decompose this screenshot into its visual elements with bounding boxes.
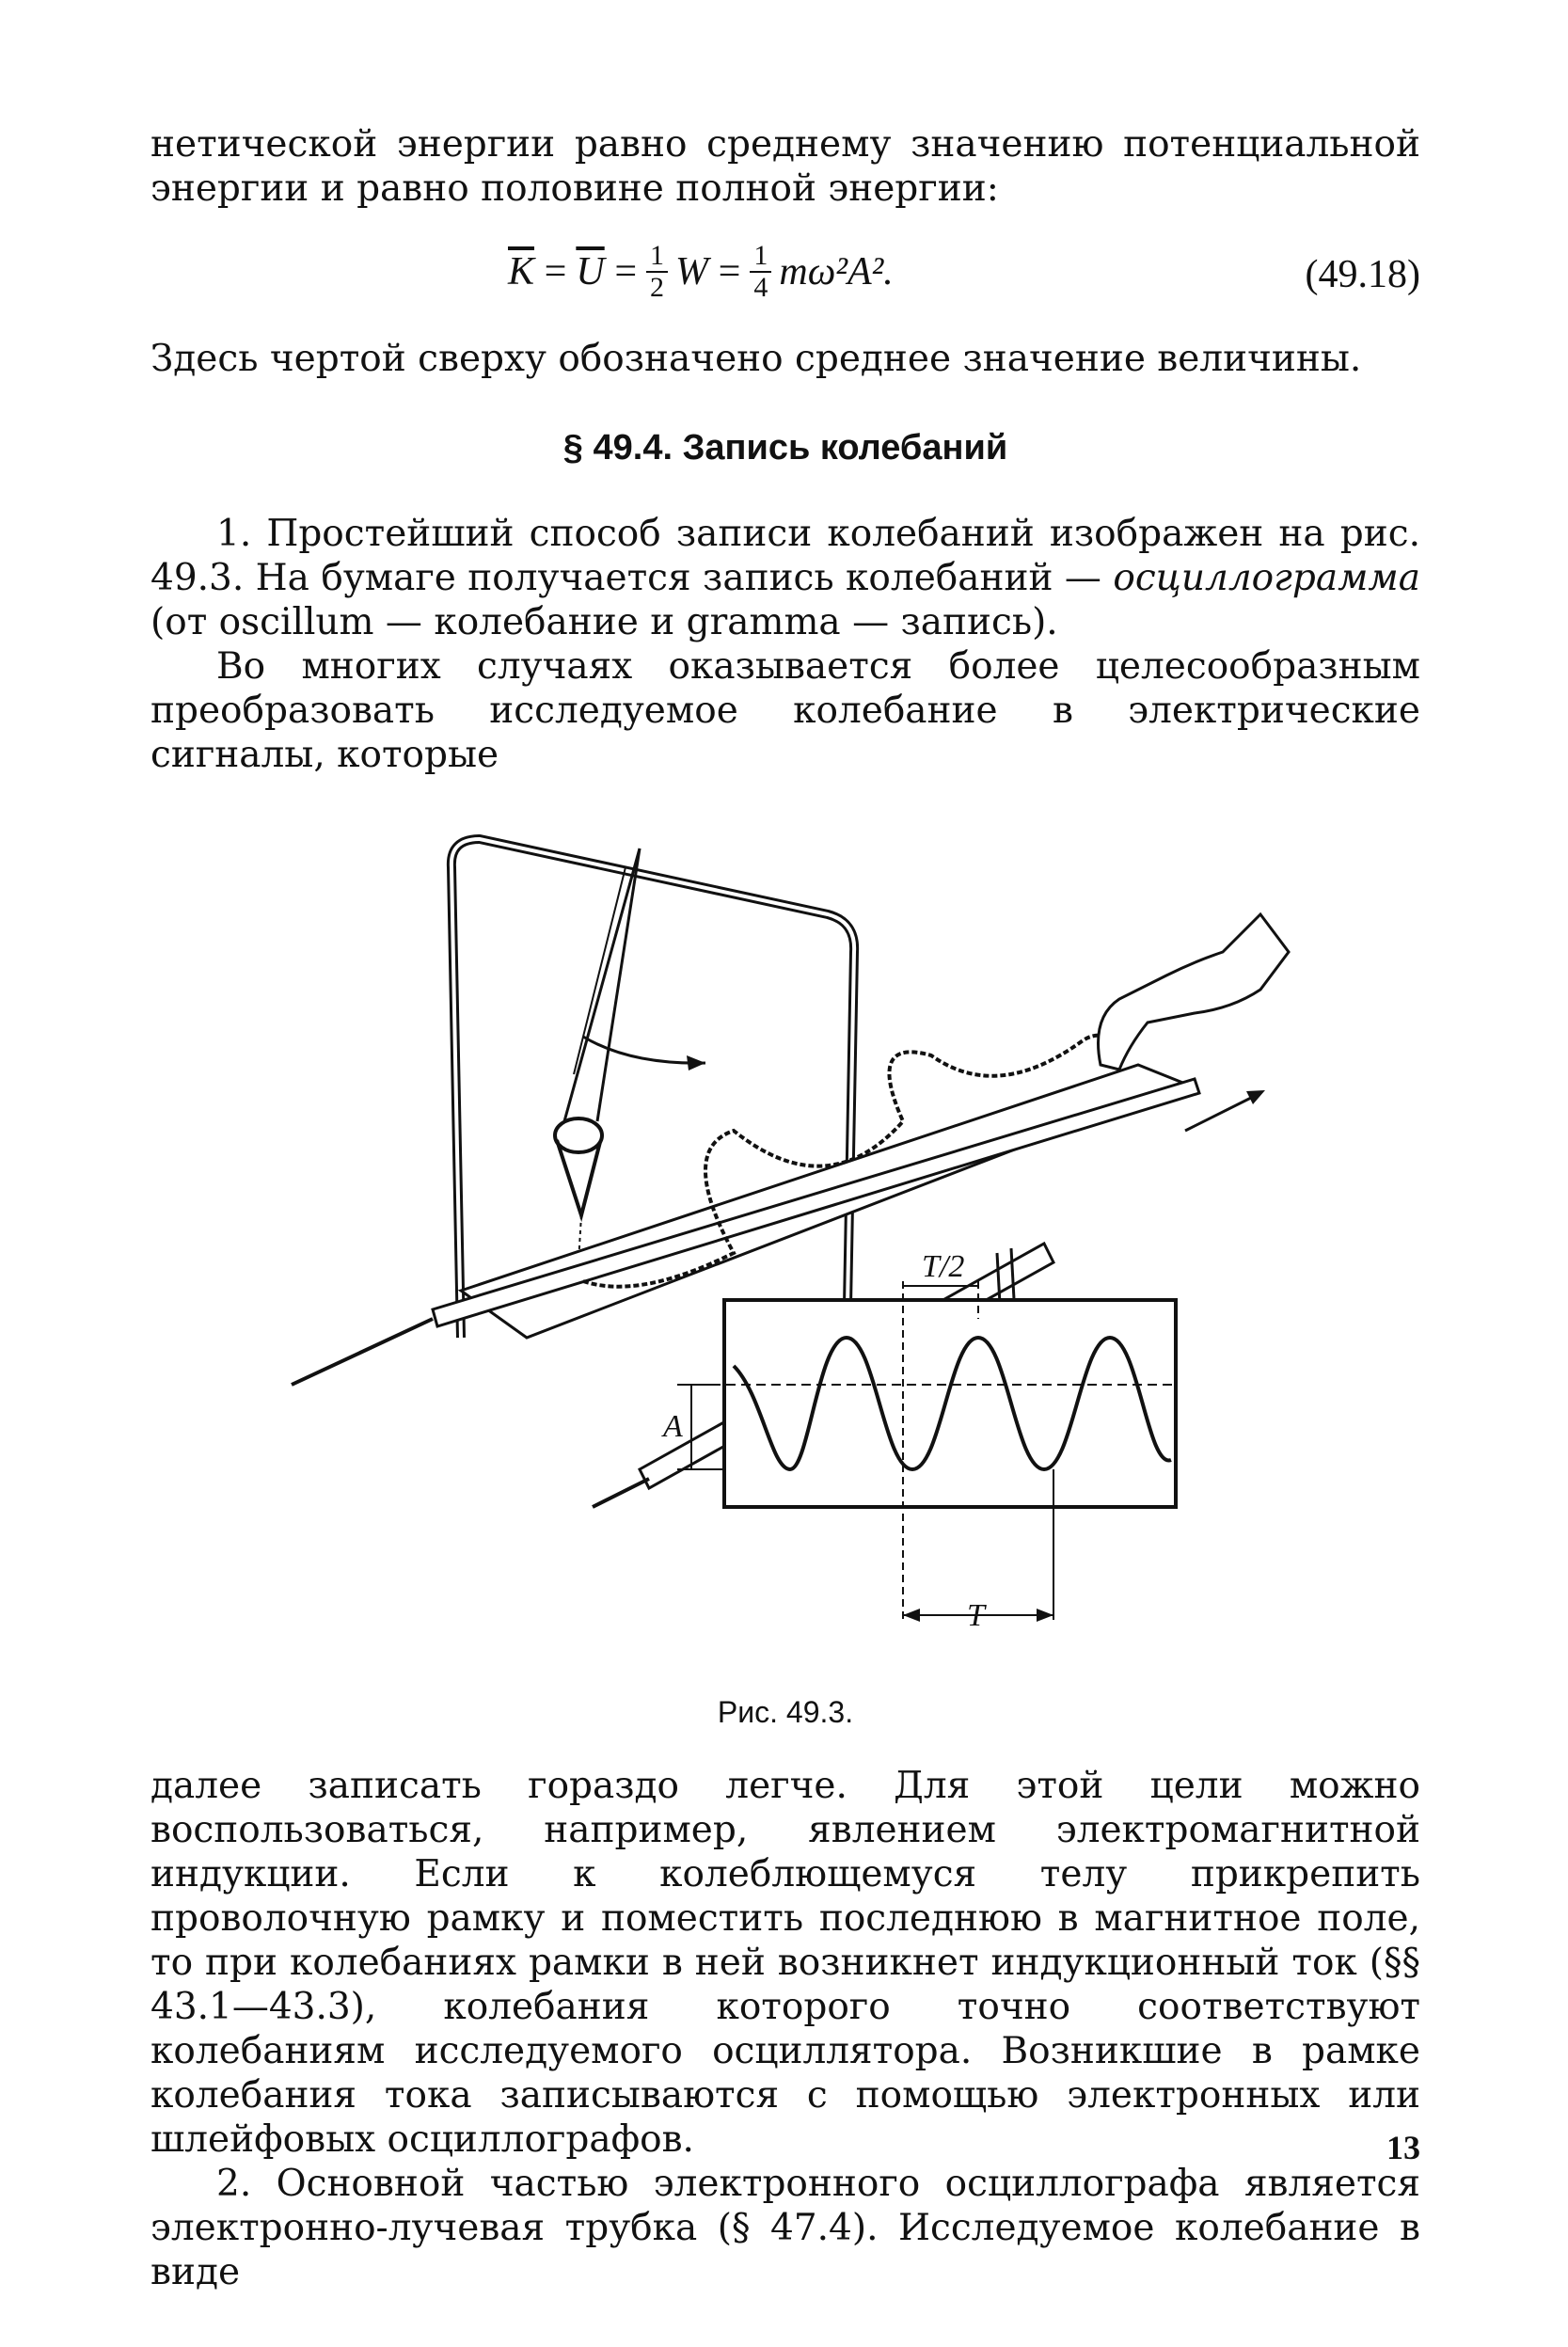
- rail-left: [433, 1079, 1199, 1326]
- figure-illustration: [150, 811, 1420, 1695]
- paragraph-electromagnetic: далее записать гораздо легче. Для этой цели можно воспользоваться, например, явлением электромагнитной индукции. Если к колеблющемуся телу прикрепить проволочную рамку и поместить последнюю в магнитное поле, то при колебаниях рамки в ней возникнет индукционный ток (§§ 43.1—43.3), колебания которого точно соответствуют колебаниям исследуемого осциллятора. Возникшие в рамке колебания тока записываются с помощью электронных или шлейфовых осциллографов.: [150, 1765, 1420, 2161]
- formula-u: $\overline{U}$: [576, 250, 605, 293]
- formula-fraction-quarter: [750, 241, 771, 303]
- formula-eq: =: [542, 250, 569, 293]
- term-oscillogram: осциллограмма: [1113, 557, 1420, 599]
- label-period: T: [967, 1598, 985, 1633]
- formula-w: W: [675, 250, 709, 293]
- paragraph-text: (от oscillum — колебание и gramma — запись).: [150, 601, 1058, 643]
- pendulum-string: [597, 848, 640, 1121]
- page-body: [150, 122, 1420, 2294]
- hand-illustration: [1099, 914, 1290, 1070]
- paragraph-electrical-signals: Во многих случаях оказывается более целесообразным преобразовать исследуемое колебание в электрические сигналы, которые: [150, 645, 1420, 776]
- formula-eq: =: [716, 250, 743, 293]
- fraction-denominator: 4: [753, 272, 768, 303]
- paragraph-text: 1. Простейший способ записи колебаний изображен на рис. 49.3. На бумаге получается запись колебаний —: [150, 513, 1420, 599]
- formula-k: $\overline{K}$: [508, 250, 535, 293]
- oscillogram-box: [724, 1300, 1176, 1507]
- section-heading: § 49.4. Запись колебаний: [562, 428, 1008, 468]
- paragraph-energy: нетической энергии равно среднему значению потенциальной энергии и равно половине полной энергии:: [150, 123, 1420, 210]
- equation-number: (49.18): [1305, 253, 1420, 296]
- fraction-numerator: 1: [750, 241, 771, 273]
- motion-arrow: [1185, 1093, 1260, 1131]
- figure-49-3: [150, 811, 1420, 1695]
- paragraph-recording-method: [150, 512, 1420, 644]
- label-half-period: T/2: [922, 1249, 965, 1284]
- formula-tail: mω²A².: [779, 250, 894, 293]
- pendulum-bucket: [555, 1118, 602, 1152]
- formula-eq: =: [611, 250, 640, 293]
- figure-caption: Рис. 49.3.: [717, 1695, 854, 1729]
- formula-expression: [508, 241, 894, 303]
- paragraph-average-note: Здесь чертой сверху обозначено среднее значение величины.: [150, 338, 1362, 380]
- pendulum-string: [564, 848, 640, 1121]
- page-number: 13: [1386, 2129, 1420, 2166]
- formula-49-18: [150, 224, 1420, 337]
- fraction-denominator: 2: [650, 272, 665, 303]
- formula-fraction-half: [646, 241, 668, 303]
- paragraph-oscillograph: 2. Основной частью электронного осциллографа является электронно-лучевая трубка (§ 47.4). Исследуемое колебание в виде: [150, 2163, 1420, 2293]
- label-amplitude: A: [663, 1409, 683, 1444]
- fraction-numerator: 1: [646, 241, 668, 273]
